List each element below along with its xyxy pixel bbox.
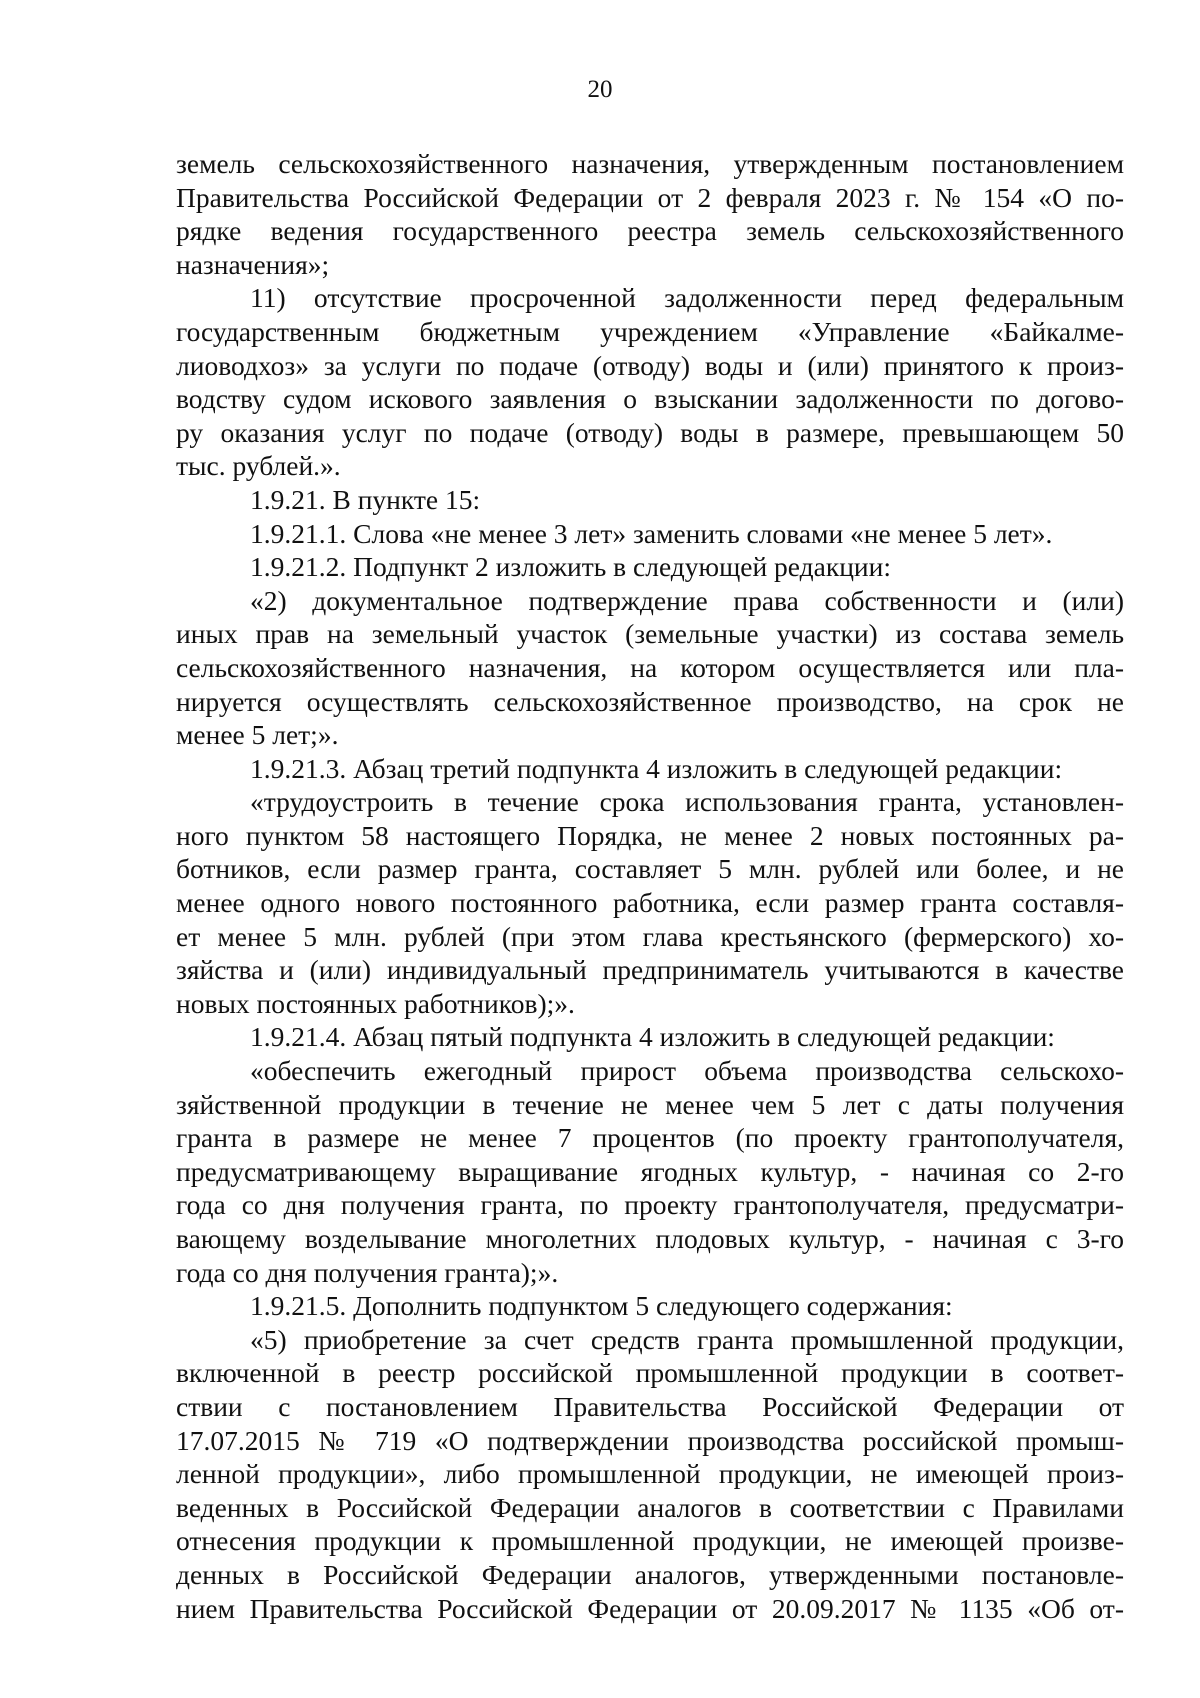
text-line: водству судом искового заявления о взыскании задолженности по догово- xyxy=(176,383,1124,415)
text-line: 1.9.21.2. Подпункт 2 изложить в следующей редакции: xyxy=(250,551,891,583)
text-line: 1.9.21. В пункте 15: xyxy=(250,483,481,515)
text-line: «5) приобретение за счет средств гранта промышленной продукции, xyxy=(250,1323,1124,1355)
text-line: ру оказания услуг по подаче (отводу) воды в размере, превышающем 50 xyxy=(176,416,1124,448)
text-line: гранта в размере не менее 7 процентов (по проекту грантополучателя, xyxy=(176,1122,1124,1154)
text-line: иных прав на земельный участок (земельные участки) из состава земель xyxy=(176,618,1124,650)
paragraph-subitem-5 xyxy=(176,1323,1124,1625)
text-line: земель сельскохозяйственного назначения, утвержденным постановлением xyxy=(176,148,1124,179)
text-line: веденных в Российской Федерации аналогов в соответствии с Правилами xyxy=(176,1491,1124,1523)
text-line: 1.9.21.3. Абзац третий подпункта 4 изложить в следующей редакции: xyxy=(250,752,1063,784)
text-line: лиоводхоз» за услуги по подаче (отводу) воды и (или) принятого к произ- xyxy=(176,349,1124,381)
text-line: года со дня получения гранта);». xyxy=(176,1256,559,1288)
text-line: отнесения продукции к промышленной продукции, не имеющей произве- xyxy=(176,1525,1124,1557)
text-line: года со дня получения гранта, по проекту грантополучателя, предусматри- xyxy=(176,1189,1124,1221)
paragraph-item-11 xyxy=(176,281,1124,483)
text-line: ботников, если размер гранта, составляет 5 млн. рублей или более, и не xyxy=(176,853,1124,885)
paragraph-1-9-21-5 xyxy=(176,1289,1124,1323)
text-line: «обеспечить ежегодный прирост объема производства сельскохо- xyxy=(250,1055,1124,1087)
paragraph-employment xyxy=(176,785,1124,1020)
text-line: менее 5 лет;». xyxy=(176,719,339,751)
text-line: денных в Российской Федерации аналогов, утвержденными постановле- xyxy=(176,1558,1124,1590)
text-line: ленной продукции», либо промышленной продукции, не имеющей произ- xyxy=(176,1458,1124,1490)
paragraph-subitem-2 xyxy=(176,584,1124,752)
text-line: ствии с постановлением Правительства Российской Федерации от xyxy=(176,1390,1124,1422)
paragraph-1-9-21-1 xyxy=(176,517,1124,551)
text-line: государственным бюджетным учреждением «Управление «Байкалме- xyxy=(176,315,1124,347)
text-line: рядке ведения государственного реестра земель сельскохозяйственного xyxy=(176,215,1124,247)
text-line: Правительства Российской Федерации от 2 февраля 2023 г. № 154 «О по- xyxy=(176,181,1124,213)
text-line: 11) отсутствие просроченной задолженности перед федеральным xyxy=(250,282,1124,314)
text-line: ного пунктом 58 настоящего Порядка, не менее 2 новых постоянных ра- xyxy=(176,819,1124,851)
text-line: нируется осуществлять сельскохозяйственное производство, на срок не xyxy=(176,685,1124,717)
text-line: тыс. рублей.». xyxy=(176,450,341,482)
text-line: 1.9.21.4. Абзац пятый подпункта 4 изложить в следующей редакции: xyxy=(250,1021,1055,1053)
paragraph-1-9-21-3 xyxy=(176,752,1124,786)
text-line: 1.9.21.5. Дополнить подпунктом 5 следующего содержания: xyxy=(250,1290,953,1322)
text-line: менее одного нового постоянного работника, если размер гранта составля- xyxy=(176,887,1124,919)
text-line: зяйственной продукции в течение не менее чем 5 лет с даты получения xyxy=(176,1088,1124,1120)
text-line: предусматривающему выращивание ягодных культур, - начиная со 2-го xyxy=(176,1155,1124,1187)
paragraph-1-9-21-4 xyxy=(176,1020,1124,1054)
text-line: сельскохозяйственного назначения, на котором осуществляется или пла- xyxy=(176,651,1124,683)
text-line: 17.07.2015 № 719 «О подтверждении производства российской промыш- xyxy=(176,1424,1124,1456)
paragraph-1-9-21 xyxy=(176,483,1124,517)
document-body xyxy=(176,147,1124,1625)
text-line: «2) документальное подтверждение права собственности и (или) xyxy=(250,584,1124,616)
paragraph-production-growth xyxy=(176,1054,1124,1289)
paragraph-1-9-21-2 xyxy=(176,550,1124,584)
text-line: нием Правительства Российской Федерации от 20.09.2017 № 1135 «Об от- xyxy=(176,1592,1124,1624)
text-line: ет менее 5 млн. рублей (при этом глава крестьянского (фермерского) хо- xyxy=(176,920,1124,952)
text-line: зяйства и (или) индивидуальный предприниматель учитываются в качестве xyxy=(176,954,1124,986)
page-number: 20 xyxy=(587,76,613,103)
paragraph-continuation xyxy=(176,147,1124,281)
text-line: включенной в реестр российской промышленной продукции в соответ- xyxy=(176,1357,1124,1389)
text-line: вающему возделывание многолетних плодовых культур, - начиная с 3-го xyxy=(176,1223,1124,1254)
text-line: новых постоянных работников);». xyxy=(176,987,575,1019)
text-line: «трудоустроить в течение срока использования гранта, установлен- xyxy=(250,786,1124,818)
text-line: 1.9.21.1. Слова «не менее 3 лет» заменить словами «не менее 5 лет». xyxy=(250,517,1053,549)
text-line: назначения»; xyxy=(176,248,330,280)
